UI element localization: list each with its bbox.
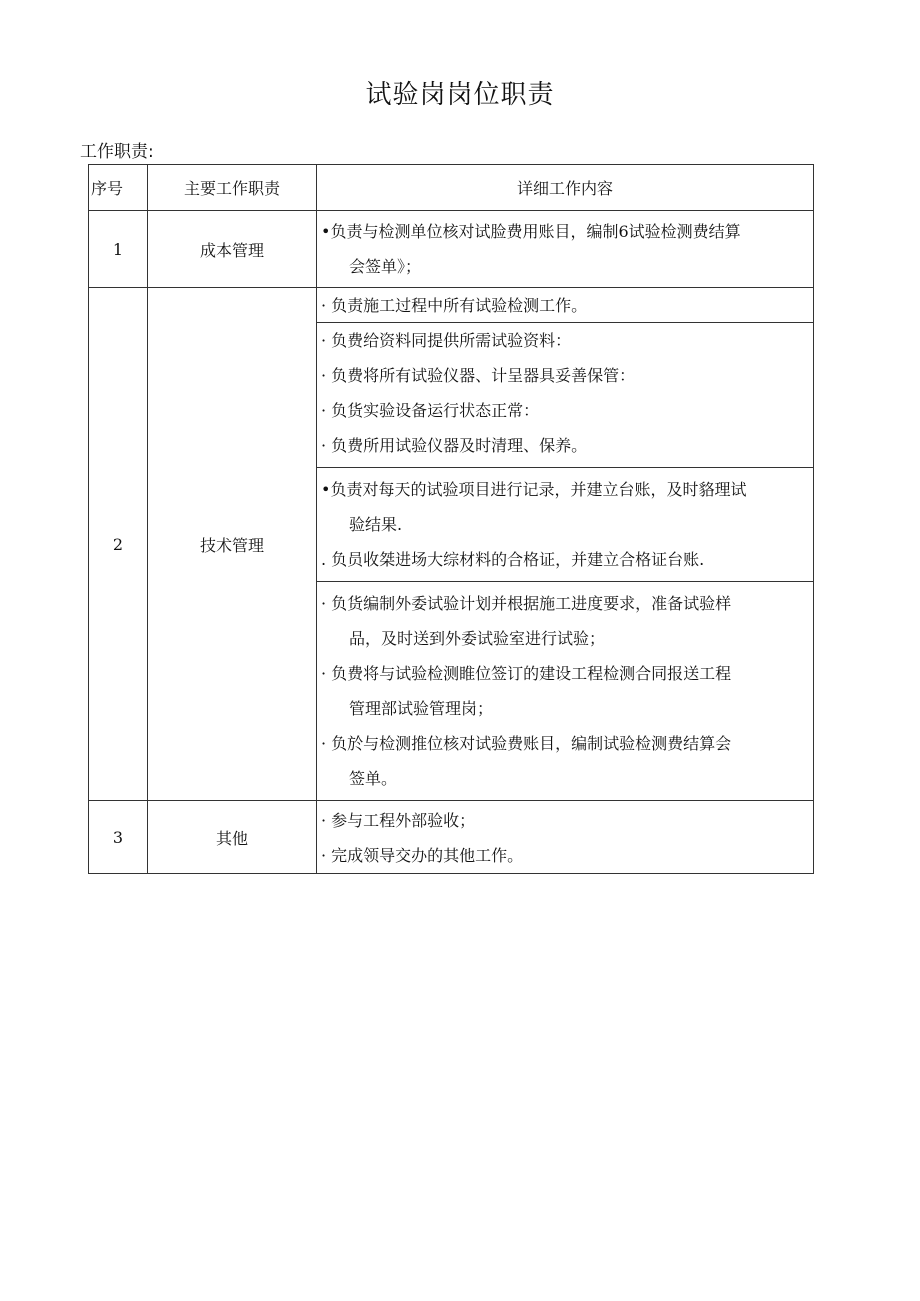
detail-line: · 负责施工过程中所有试验检测工作。	[321, 296, 588, 315]
table-row	[89, 288, 814, 801]
row-no: 2	[89, 288, 148, 801]
detail-line: 管理部试验管理岗；	[349, 699, 494, 718]
header-no: 序号	[89, 165, 148, 211]
row-no: 3	[89, 801, 148, 874]
detail-line: · 负费给资料同提供所需试验资料：	[321, 331, 572, 350]
detail-line: · 负费将所有试验仪器、计呈器具妥善保管：	[321, 366, 636, 385]
detail-line: · 参与工程外部验收；	[321, 811, 476, 830]
detail-line: · 负货编制外委试验计划并根据施工进度要求，准备试验样	[321, 594, 732, 613]
header-duty: 主要工作职责	[148, 165, 317, 211]
table-row	[89, 801, 814, 874]
row-duty: 技术管理	[148, 288, 317, 801]
header-detail: 详细工作内容	[317, 165, 814, 211]
table-header-row	[89, 165, 814, 211]
row-detail	[317, 801, 814, 874]
detail-line: . 负员收桀进场大综材料的合格证，并建立合格证台账.	[321, 550, 705, 569]
table-row	[89, 211, 814, 288]
detail-line: 会签单》；	[349, 257, 422, 276]
detail-line: · 负费所用试验仪器及时清理、保养。	[321, 436, 588, 455]
row-no: 1	[89, 211, 148, 288]
row-duty: 成本管理	[148, 211, 317, 288]
duty-table	[88, 164, 814, 874]
detail-line: •负责对每天的试验项目进行记录，并建立台账，及时貉理试	[321, 480, 747, 499]
detail-line: · 完成领导交办的其他工作。	[321, 846, 524, 865]
section-label: 工作职责:	[80, 142, 154, 162]
detail-line: •负责与检测单位核对试脸费用账目，编制6试验检测费结算	[321, 222, 741, 241]
detail-line: · 负货实验设备运行状态正常：	[321, 401, 540, 420]
row-detail	[317, 288, 814, 801]
row-detail	[317, 211, 814, 288]
detail-line: · 负於与检测推位核对试验费账目，编制试验检测费结算会	[321, 734, 732, 753]
detail-line: 验结果.	[349, 515, 403, 534]
detail-line: · 负费将与试验检测睢位签订的建设工程检测合同报送工程	[321, 664, 732, 683]
page-title: 试验岗岗位职责	[365, 80, 555, 110]
row-duty: 其他	[148, 801, 317, 874]
detail-line: 品，及时送到外委试验室进行试验；	[349, 629, 606, 648]
detail-line: 签单。	[349, 769, 398, 788]
